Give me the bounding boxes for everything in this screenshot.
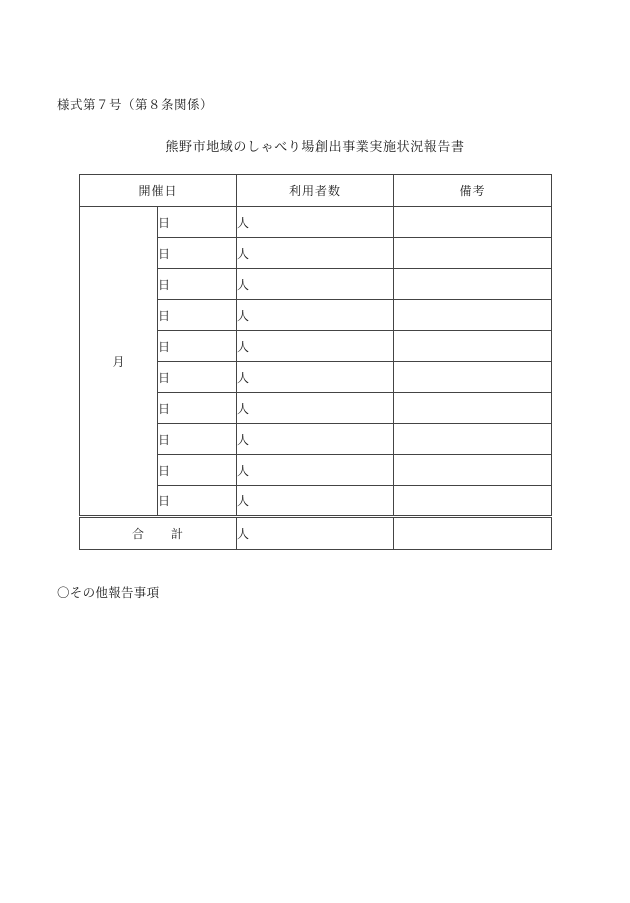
total-label: 合 計 bbox=[80, 517, 237, 550]
header-notes: 備考 bbox=[394, 175, 552, 207]
people-cell[interactable]: 人 bbox=[237, 269, 394, 300]
report-table bbox=[79, 174, 552, 550]
people-cell[interactable]: 人 bbox=[237, 300, 394, 331]
notes-cell[interactable] bbox=[394, 362, 552, 393]
table-row bbox=[80, 207, 552, 238]
notes-cell[interactable] bbox=[394, 424, 552, 455]
table-header-row bbox=[80, 175, 552, 207]
people-cell[interactable]: 人 bbox=[237, 331, 394, 362]
day-cell[interactable]: 日 bbox=[158, 300, 237, 331]
notes-cell[interactable] bbox=[394, 331, 552, 362]
day-cell[interactable]: 日 bbox=[158, 238, 237, 269]
total-people-cell[interactable]: 人 bbox=[237, 517, 394, 550]
notes-cell[interactable] bbox=[394, 393, 552, 424]
notes-cell[interactable] bbox=[394, 238, 552, 269]
other-matters-heading: 〇その他報告事項 bbox=[57, 585, 160, 600]
people-cell[interactable]: 人 bbox=[237, 455, 394, 486]
form-number: 様式第７号（第８条関係） bbox=[57, 97, 214, 112]
notes-cell[interactable] bbox=[394, 269, 552, 300]
people-cell[interactable]: 人 bbox=[237, 486, 394, 517]
day-cell[interactable]: 日 bbox=[158, 393, 237, 424]
people-cell[interactable]: 人 bbox=[237, 238, 394, 269]
day-cell[interactable]: 日 bbox=[158, 269, 237, 300]
day-cell[interactable]: 日 bbox=[158, 331, 237, 362]
notes-cell[interactable] bbox=[394, 300, 552, 331]
header-date: 開催日 bbox=[80, 175, 237, 207]
header-users: 利用者数 bbox=[237, 175, 394, 207]
people-cell[interactable]: 人 bbox=[237, 362, 394, 393]
day-cell[interactable]: 日 bbox=[158, 362, 237, 393]
people-cell[interactable]: 人 bbox=[237, 424, 394, 455]
notes-cell[interactable] bbox=[394, 486, 552, 517]
notes-cell[interactable] bbox=[394, 455, 552, 486]
notes-cell[interactable] bbox=[394, 207, 552, 238]
people-cell[interactable]: 人 bbox=[237, 207, 394, 238]
day-cell[interactable]: 日 bbox=[158, 486, 237, 517]
day-cell[interactable]: 日 bbox=[158, 424, 237, 455]
day-cell[interactable]: 日 bbox=[158, 207, 237, 238]
document-title: 熊野市地域のしゃべり場創出事業実施状況報告書 bbox=[165, 140, 465, 155]
total-notes-cell[interactable] bbox=[394, 517, 552, 550]
day-cell[interactable]: 日 bbox=[158, 455, 237, 486]
month-cell[interactable]: 月 bbox=[80, 207, 158, 517]
total-row bbox=[80, 517, 552, 550]
people-cell[interactable]: 人 bbox=[237, 393, 394, 424]
